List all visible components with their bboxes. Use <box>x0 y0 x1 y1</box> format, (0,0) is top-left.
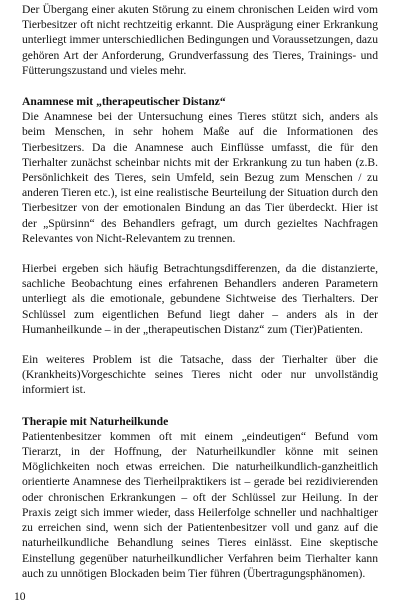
anamnese-paragraph-3: Ein weiteres Problem ist die Tatsache, dass der Tierhalter über die (Krankheits)Vorgeschichte seines Tieres nicht oder nur unvollständig informiert ist. <box>22 353 378 397</box>
intro-paragraph: Der Übergang einer akuten Störung zu einem chronischen Leiden wird vom Tierbesitzer oft nicht rechtzeitig erkannt. Die Ausprägung einer Erkrankung unterliegt immer unterschiedlichen Bedingungen und Voraussetzungen, dazu gehören Art der Anforderung, Grundverfassung des Tieres, Trainings- und Fütterungszustand und vieles mehr. <box>22 3 378 77</box>
therapie-paragraph-1: Patientenbesitzer kommen oft mit einem „eindeutigen“ Befund vom Tierarzt, in der Hoffnung, der Naturheilkundler könne mit seinen Möglichkeiten noch etwas erreichen. Die naturheilkundlich-ganzheitlich orientierte Anamnese des Tierheilpraktikers ist – gerade bei rezidivierenden oder chronischen Erkrankungen – oft der Schlüssel zur Heilung. In der Praxis zeigt sich immer wieder, dass Heilerfolge schneller und nachhaltiger zu erreichen sind, wenn sich der Patientenbesitzer voll und ganz auf die naturheilkundliche Behandlung seines Tieres einlässt. Eine skeptische Einstellung gegenüber naturheilkundlicher Verfahren beim Tierhalter kann auch zu unnötigen Blockaden beim Tier führen (Übertragungsphänomen). <box>22 429 378 580</box>
page-number: 10 <box>14 590 26 603</box>
anamnese-paragraph-1: Die Anamnese bei der Untersuchung eines Tieres stützt sich, anders als beim Menschen, in sehr hohem Maße auf die Informationen des Tierbesitzers. Da die Anamnese auch Einflüsse umfasst, die für den Tierhalter zunächst scheinbar nichts mit der Erkrankung zu tun haben (z.B. Persönlichkeit des Tieres, sein Umfeld, sein Bezug zum Menschen / zu anderen Tieren etc.), ist eine realistische Beurteilung der Situation durch den Tierbesitzer von der emotionalen Bindung an das Tier überdeckt. Hier ist der „Spürsinn“ des Behandlers gefragt, um durch gezieltes Nachfragen Relevantes von Nicht-Relevantem zu trennen. <box>22 110 378 245</box>
section-heading-therapie: Therapie mit Naturheilkunde <box>22 414 169 428</box>
section-heading-anamnese: Anamnese mit „therapeutischer Distanz“ <box>22 95 226 109</box>
page-content <box>22 2 378 581</box>
anamnese-paragraph-2: Hierbei ergeben sich häufig Betrachtungsdifferenzen, da die distanzierte, sachliche Beobachtung eines erfahrenen Behandlers anderen Parametern unterliegt als die emotionale, gebundene Sichtweise des Tierhalters. Der Schlüssel zum eigentlichen Befund liegt daher – anders als in der Humanheilkunde – in der „therapeutischen Distanz“ zum (Tier)Patienten. <box>22 262 378 336</box>
